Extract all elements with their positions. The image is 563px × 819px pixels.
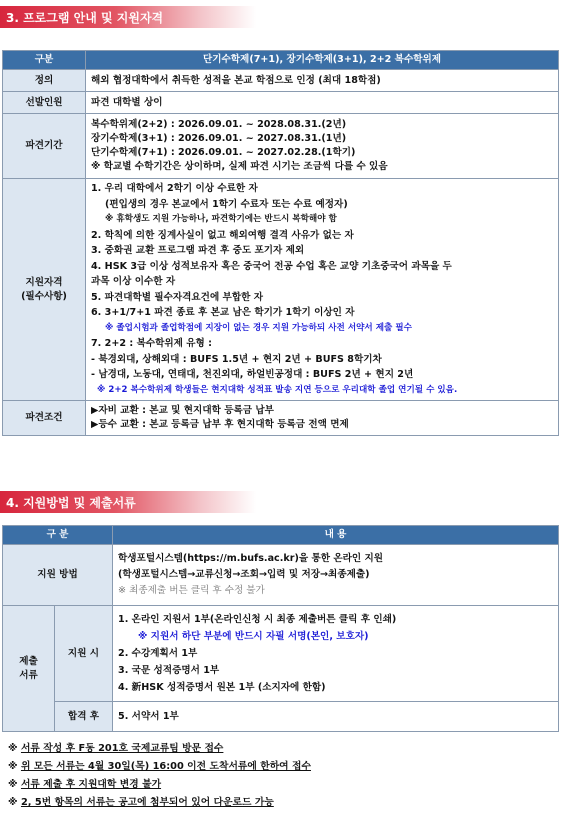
label-definition: 정의 (3, 70, 86, 92)
qual-line: - 남경대, 노동대, 연태대, 천진외대, 하얼빈공정대 : BUFS 2년 + 현지 2년 (91, 369, 414, 380)
qual-line: (편입생의 경우 본교에서 1학기 수료자 또는 수료 예정자) (105, 198, 348, 210)
qual-line: 7. 2+2 : 복수학위제 유형 : (91, 338, 212, 349)
label-apply: 지원 시 (55, 606, 113, 702)
note-item (8, 776, 311, 794)
notes-list (8, 740, 311, 812)
period-line: 장기수학제(3+1) : 2026.09.01. ~ 2027.08.31.(1년) (91, 133, 347, 144)
label-docs-2: 서류 (19, 669, 38, 681)
condition-line: ▶등수 교환 : 본교 등록금 납부 후 현지대학 등록금 전액 면제 (91, 419, 349, 430)
label-conditions: 파견조건 (3, 401, 86, 436)
text-apply-docs (113, 606, 559, 702)
label-docs (3, 606, 55, 732)
qual-note: ※ 휴학생도 지원 가능하나, 파견학기에는 반드시 복학해야 함 (105, 214, 337, 224)
note-mark: ※ (8, 797, 18, 808)
qual-line: 4. HSK 3급 이상 성적보유자 혹은 중국어 전공 수업 혹은 교양 기초중국어 과목을 두 (91, 260, 452, 272)
period-line: 복수학위제(2+2) : 2026.09.01. ~ 2028.08.31.(2년) (91, 119, 347, 130)
header-category: 구분 (3, 51, 86, 70)
row-qualification (3, 179, 559, 401)
row-selection (3, 92, 559, 114)
note-mark: ※ (8, 743, 18, 754)
note-mark: ※ (8, 779, 18, 790)
row-conditions (3, 401, 559, 436)
apply-doc-line: 3. 국문 성적증명서 1부 (118, 665, 220, 676)
header-category: 구 분 (3, 526, 113, 545)
period-line: 단기수학제(7+1) : 2026.09.01. ~ 2027.02.28.(1학기) (91, 147, 356, 158)
application-table (2, 525, 559, 732)
label-qualification (3, 179, 86, 401)
note-text: 위 모든 서류는 4월 30일(목) 16:00 이전 도착서류에 한하여 접수 (20, 761, 311, 772)
note-item (8, 740, 311, 758)
table-header-row (3, 51, 559, 70)
label-qualification-1: 지원자격 (25, 276, 63, 288)
row-pass-docs (3, 702, 559, 732)
label-docs-1: 제출 (19, 655, 38, 667)
condition-line: ▶자비 교환 : 본교 및 현지대학 등록금 납부 (91, 405, 274, 416)
qual-line: 1. 우리 대학에서 2학기 이상 수료한 자 (91, 183, 258, 194)
table-header-row (3, 526, 559, 545)
text-method (113, 545, 559, 606)
method-line: 학생포털시스템(https://m.bufs.ac.kr)을 통한 온라인 지원 (118, 553, 384, 564)
note-text: 서류 제출 후 지원대학 변경 불가 (20, 779, 162, 790)
row-period (3, 114, 559, 179)
text-qualification (86, 179, 559, 401)
qual-note-blue: ※ 2+2 복수학위제 학생들은 현지대학 성적표 발송 지연 등으로 우리대학 졸업 연기될 수 있음. (97, 384, 458, 395)
apply-doc-note: ※ 지원서 하단 부분에 반드시 자필 서명(본인, 보호자) (138, 631, 369, 642)
label-method: 지원 방법 (3, 545, 113, 606)
label-period: 파견기간 (3, 114, 86, 179)
period-note: ※ 학교별 수학기간은 상이하며, 실제 파견 시기는 조금씩 다를 수 있음 (91, 161, 388, 172)
row-definition (3, 70, 559, 92)
section3-title: 3. 프로그램 안내 및 지원자격 (0, 6, 256, 28)
qual-line: 3. 중화권 교환 프로그램 파견 후 중도 포기자 제외 (91, 245, 305, 256)
apply-doc-line: 1. 온라인 지원서 1부(온라인신청 시 최종 제출버튼 클릭 후 인쇄) (118, 614, 397, 625)
qual-line: 5. 파견대학별 필수자격요건에 부합한 자 (91, 291, 263, 303)
header-content: 내 용 (113, 526, 559, 545)
label-selection: 선발인원 (3, 92, 86, 114)
method-note: ※ 최종제출 버튼 클릭 후 수정 불가 (118, 585, 265, 596)
apply-doc-line: 4. 新HSK 성적증명서 원본 1부 (소지자에 한함) (118, 682, 326, 693)
text-pass-docs: 5. 서약서 1부 (113, 702, 559, 732)
note-text: 서류 작성 후 F동 201호 국제교류팀 방문 접수 (20, 743, 224, 754)
text-period (86, 114, 559, 179)
label-pass: 합격 후 (55, 702, 113, 732)
header-programs: 단기수학제(7+1), 장기수학제(3+1), 2+2 복수학위제 (86, 51, 559, 70)
note-item (8, 794, 311, 812)
text-conditions (86, 401, 559, 436)
method-line: (학생포털시스템→교류신청→조회→입력 및 저장→최종제출) (118, 569, 370, 580)
row-method (3, 545, 559, 606)
qual-line: 6. 3+1/7+1 파견 종료 후 본교 남은 학기가 1학기 이상인 자 (91, 307, 355, 318)
qual-note-blue: ※ 졸업시험과 졸업학점에 지장이 없는 경우 지원 가능하되 사전 서약서 제출 필수 (105, 322, 412, 333)
label-qualification-2: (필수사항) (21, 290, 67, 302)
program-info-table (2, 50, 559, 436)
apply-doc-line: 2. 수강계획서 1부 (118, 648, 198, 659)
qual-line: - 북경외대, 상해외대 : BUFS 1.5년 + 현지 2년 + BUFS 8학기차 (91, 353, 382, 365)
note-text: 2, 5번 항목의 서류는 공고에 첨부되어 있어 다운로드 가능 (20, 797, 274, 808)
row-apply-docs (3, 606, 559, 702)
qual-line: 2. 학칙에 의한 징계사실이 없고 해외여행 결격 사유가 없는 자 (91, 229, 354, 241)
text-selection: 파견 대학별 상이 (86, 92, 559, 114)
note-mark: ※ (8, 761, 18, 772)
section4-title: 4. 지원방법 및 제출서류 (0, 491, 256, 513)
text-definition: 해외 협정대학에서 취득한 성적을 본교 학점으로 인정 (최대 18학점) (86, 70, 559, 92)
note-item (8, 758, 311, 776)
qual-line: 과목 이상 이수한 자 (91, 276, 176, 287)
